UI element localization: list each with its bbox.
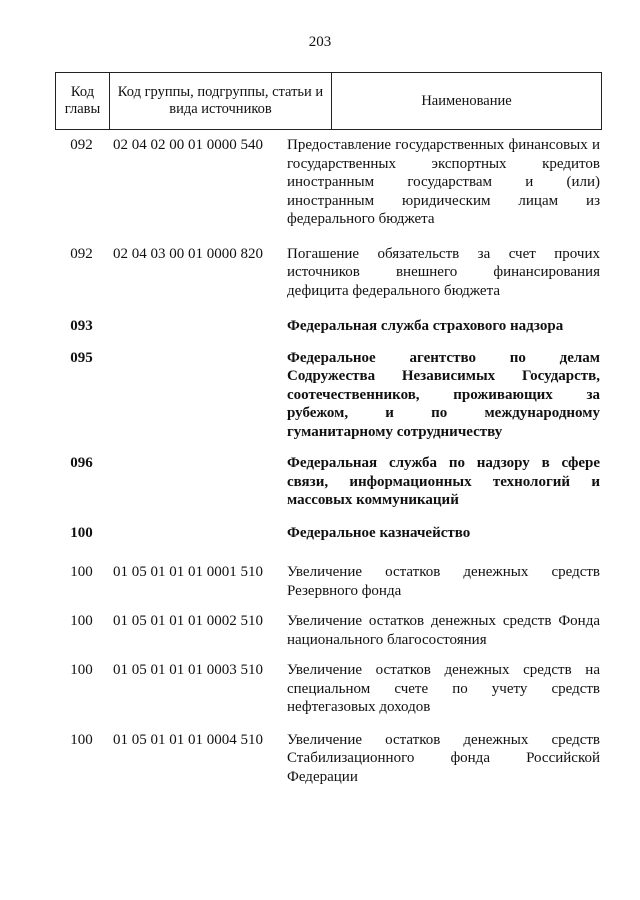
chapter-code-cell: 100: [70, 662, 93, 678]
chapter-code-cell: 095: [70, 349, 93, 366]
source-code-cell: 01 05 01 01 01 0001 510: [113, 564, 263, 580]
table-row: [55, 612, 602, 649]
name-cell: Федеральное агентство по делам Содружества Независимых Государств, соотечественников, проживающих за рубежом, и по международному гуманитарному сотрудничеству: [287, 349, 600, 440]
name-cell: Погашение обязательств за счет прочих источников внешнего финансирования дефицита федерального бюджета: [287, 245, 600, 299]
table-row: [55, 731, 602, 787]
table-row: [55, 245, 602, 301]
chapter-code-cell: 100: [70, 524, 93, 541]
chapter-code-cell: 100: [70, 613, 93, 629]
header-name: Наименование: [332, 73, 602, 130]
table-row: [55, 136, 602, 229]
header-group-code: Код группы, подгруппы, статьи и вида источников: [110, 73, 332, 130]
table-body: [55, 136, 602, 786]
source-code-cell: 01 05 01 01 01 0004 510: [113, 731, 263, 748]
name-cell: Предоставление государственных финансовых и государственных экспортных кредитов иностранным государствам и (или) иностранным юридическим лицам из федерального бюджета: [287, 137, 600, 227]
table-row: [55, 317, 602, 336]
name-cell: Увеличение остатков денежных средств Стабилизационного фонда Российской Федерации: [287, 731, 600, 785]
chapter-code-cell: 100: [70, 564, 93, 580]
name-cell: Федеральное казначейство: [287, 524, 471, 541]
source-code-cell: 01 05 01 01 01 0002 510: [113, 613, 263, 629]
header-chapter-code: Код главы: [56, 73, 110, 130]
table-row: [55, 524, 602, 543]
table-row: [55, 454, 602, 510]
table-row: [55, 661, 602, 717]
chapter-code-cell: 096: [70, 455, 93, 471]
table-row: [55, 563, 602, 600]
source-code-cell: 02 04 03 00 01 0000 820: [113, 245, 263, 262]
source-code-cell: 02 04 02 00 01 0000 540: [113, 137, 263, 153]
table-header: [55, 72, 602, 130]
name-cell: Увеличение остатков денежных средств Резервного фонда: [287, 564, 600, 599]
name-cell: Увеличение остатков денежных средств Фонда национального благосостояния: [287, 613, 600, 648]
name-cell: Увеличение остатков денежных средств на специальном счете по учету средств нефтегазовых доходов: [287, 662, 600, 715]
source-code-cell: 01 05 01 01 01 0003 510: [113, 662, 263, 678]
page-number: 203: [308, 34, 332, 50]
name-cell: Федеральная служба по надзору в сфере связи, информационных технологий и массовых коммуникаций: [287, 455, 600, 508]
name-cell: Федеральная служба страхового надзора: [287, 318, 564, 334]
chapter-code-cell: 093: [70, 318, 93, 334]
chapter-code-cell: 092: [70, 245, 93, 262]
chapter-code-cell: 100: [70, 731, 93, 748]
chapter-code-cell: 092: [70, 137, 93, 153]
table-row: [55, 349, 602, 442]
